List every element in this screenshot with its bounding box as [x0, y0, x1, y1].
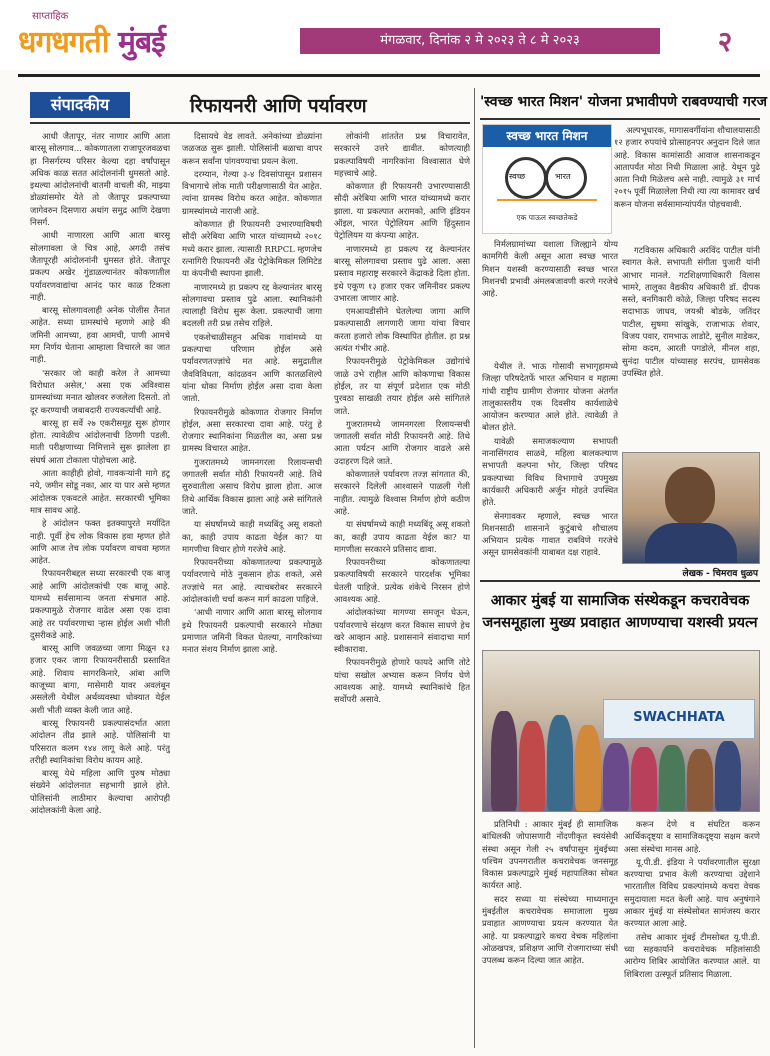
paragraph: या संघर्षामध्ये काही मध्यबिंदू असू शकतो का, काही उपाय काढता येईल का? या मागणीचा विचार होणे गरजेचे आहे.	[182, 519, 322, 554]
article-1-headline: 'स्वच्छ भारत मिशन' योजना प्रभावीपणे राबवण्याची गरज	[480, 94, 767, 110]
editorial-column-1	[30, 130, 170, 1045]
logo-title-main: धगधगती	[18, 25, 109, 60]
person-figure	[575, 725, 601, 811]
paragraph: अल्पभूधारक, मागासवर्गीयांना शौचालयासाठी १२ हजार रुपयांचे प्रोत्साहनपर अनुदान दिले जात आहे. विकास कामांसाठी आवाज शासनाकडून आतापर्यंत मोठा निधी मिळाला आहे. येथून पुढे आता निधी मिळेलच असे नाही. त्यामुळे ३१ मार्च २०१५ पूर्वी मिळालेला निधी त्या त्या कामावर खर्च करून योजना सर्वसामान्यांपर्यंत पोहचवावी.	[614, 125, 760, 209]
paragraph: आंदोलकांच्या मागण्या समजून घेऊन, पर्यावरणाचे संरक्षण करत विकास साधणे हेच खरे आव्हान आहे. प्रशासनाने संवादाचा मार्ग स्वीकारावा.	[334, 607, 470, 655]
swachh-bharat-logo	[482, 124, 612, 234]
paragraph: आता काहीही होवो, गावकऱ्यांनी मागे हटू नये, जमीन सोडू नका, आर या पार असे म्हणत आंदोलक एकवटले आहेत. सरकारची भूमिका मात्र सावध आहे.	[30, 468, 170, 515]
paragraph: रिफायनरीबद्दल सध्या सरकारची एक बाजू आहे आणि आंदोलकांची एक बाजू आहे. यामध्ये सर्वसामान्य जनता संभ्रमात आहे. प्रकल्पामुळे रोजगार वाढेल असा एक दावा आहे तर पर्यावरणाचा ऱ्हास होईल अशी भीती दुसरीकडे आहे.	[30, 568, 170, 640]
logo-word-1: स्वच्छ	[509, 172, 526, 181]
paragraph: करून देणे व संघटित करून आर्थिकदृष्ट्या व सामाजिकदृष्ट्या सक्षम करणे असा संस्थेचा मानस आहे.	[624, 819, 760, 854]
paragraph: रिफायनरीच्या कोकणातल्या प्रकल्पामुळे पर्यावरणाचे मोठे नुकसान होऊ शकते, असे तज्ज्ञांचे मत आहे. त्याचबरोबर सरकारने आंदोलकांशी चर्चा करून मार्ग काढला पाहिजे.	[182, 557, 322, 604]
author-photo-shirt	[645, 523, 737, 563]
paragraph: नाणारमध्ये हा प्रकल्प रद्द केल्यानंतर बारसू सोलगावचा प्रस्ताव पुढे आला. स्थानिकांनी त्यालाही विरोध सुरू केला. प्रकल्पाची जागा बदलली तरी प्रश्न तसेच राहिले.	[182, 281, 322, 329]
logo-tagline: एक पाऊल स्वच्छतेकडे	[516, 213, 578, 222]
paragraph: रिफायनरीमुळे पेट्रोकेमिकल उद्योगांचे जाळे उभे राहील आणि कोकणाचा विकास होईल, तर या संपूर्ण प्रदेशात एक मोठी पुरवठा साखळी तयार होईल असे सांगितले जाते.	[334, 356, 470, 416]
person-figure	[631, 747, 657, 811]
paragraph: गुजरातमध्ये जामनगरला रिलायन्सची जगातली सर्वात मोठी रिफायनरी आहे. तिथे आता पर्यटन आणि रोजगार वाढले असे उदाहरण दिले जाते.	[334, 418, 470, 466]
event-banner	[603, 699, 755, 739]
masthead-divider	[18, 74, 760, 77]
editorial-column-2	[182, 130, 322, 1045]
logo-title-city: मुंबई	[118, 25, 165, 60]
issue-date-range: मंगळवार, दिनांक २ मे २०२३ ते ८ मे २०२३	[300, 28, 660, 54]
paragraph: रिफायनरीच्या कोकणातल्या प्रकल्पाविषयी सरकारने पारदर्शक भूमिका घेतली पाहिजे. प्रत्येक शंकेचे निरसन होणे आवश्यक आहे.	[334, 557, 470, 604]
editorial-column-3	[334, 130, 470, 1045]
editorial-headline-rule	[30, 122, 470, 124]
paragraph: यावेळी समाजकल्याण सभापती नानासिंगराव साळवे, महिला बालकल्याण सभापती कल्पना भोर, जिल्हा परिषद प्रकल्पाच्या विविध विभागाचे उपमुख्य कार्यकारी अधिकारी अर्जुन मोहते उपस्थित होते.	[482, 435, 618, 508]
paragraph: यू.पी.डी. इंडिया ने पर्यावरणातील सुरक्षा करण्याचा प्रभाव केली करण्याचा उद्देशाने भारतातील विविध प्रकल्पांमध्ये कचरा वेचक समुदायाला मदत केली आहे. याच अनुषंगाने आकार मुंबई या संस्थेसोबत सामंजस्य करार करण्यात आला आहे.	[624, 856, 760, 929]
author-photo-head	[665, 467, 715, 525]
paragraph: 'आधी नाणार आणि आता बारसू सोलगाव इथे रिफायनरी प्रकल्पाची सरकारने मोठ्या प्रमाणात जमिनी विकत घेतल्या, नागरिकांच्या मनात संशय निर्माण झाला आहे.	[182, 607, 322, 655]
person-figure	[687, 749, 713, 811]
paragraph: गटविकास अधिकारी अरविंद पाटील यांनी स्वागत केले. सभापती संगीता पुजारी यांनी आभार मानले. गटशिक्षणाधिकारी विलास भामरे, तालुका वैद्यकीय अधिकारी डॉ. दीपक सस्ते, बनगिकारी कोळे, जिल्हा परिषद सदस्य सदाभाऊ जाधव, जयश्री बोडके, जतिंदर पाटील, सुषमा सांखुके, राजाभाऊ शेवार, विजय पवार, रामभाऊ लाडोटे, सुनील माडेकर, सोमा कदम, आरती पगडोले, मीनल शहा, सुनंदा पाटील यांच्यासह सरपंच, ग्रामसेवक उपस्थित होते.	[622, 245, 760, 378]
page-number: २	[717, 25, 733, 58]
article-divider	[480, 580, 760, 582]
logo-word-2: भारत	[555, 172, 571, 181]
paragraph: कोकणात ही रिफायनरी उभारण्याविषयी सौदी अरेबिया आणि भारत यांच्यामध्ये २०१८ मध्ये करार झाला. त्यासाठी RRPCL म्हणजेच रत्नागिरी रिफायनरी अँड पेट्रोकेमिकल लिमिटेड या कंपनीची स्थापना झाली.	[182, 219, 322, 279]
author-photo-caption: लेखक - चिमराव धुळप	[682, 569, 758, 579]
paragraph: बारसू येथे महिला आणि पुरुष मोठ्या संख्येने आंदोलनात सहभागी झाले होते. पोलिसांनी लाठीमार केल्याचा आरोपही आंदोलकांनी केला आहे.	[30, 768, 170, 816]
paragraph: बारसू सोलगावलाही अनेक पोलीस तैनात आहेत. सध्या ग्रामस्थांचे म्हणणे आहे की जमिनी आमच्या, हवा आमची, पाणी आमचे मग निर्णय घेताना आम्हाला विचारले का जात नाही.	[30, 305, 170, 365]
paragraph: बारसू रिफायनरी प्रकल्पासंदर्भात आता आंदोलन तीव्र झाले आहे. पोलिसांनी या परिसरात कलम १४४ लागू केले आहे. परंतु तरीही स्थानिकांचा विरोध कायम आहे.	[30, 717, 170, 765]
paragraph: तसेच आकार मुंबई टीमसोबत यू.पी.डी. च्या सहकार्याने कचरावेचक महिलांसाठी आरोग्य शिबिर आयोजित करण्यात आले. या शिबिराला उत्स्फूर्त प्रतिसाद मिळाला.	[624, 931, 760, 979]
paragraph: बारसू आणि जवळच्या जागा मिळून १३ हजार एकर जागा रिफायनरीसाठी प्रस्तावित आहे. शिवाय सागरकिनारे, आंबा आणि काजूच्या बागा, मासेमारी यावर अवलंबून असलेली येथील अर्थव्यवस्था धोक्यात येईल अशी भीती व्यक्त केली जात आहे.	[30, 643, 170, 715]
person-figure	[519, 721, 545, 811]
article-2-headline: आकार मुंबई या सामाजिक संस्थेकडून कचरावेचक जनसमूहाला मुख्य प्रवाहात आणण्याचा यशस्वी प्रयत्न	[482, 593, 758, 631]
person-figure	[547, 715, 573, 811]
person-figure	[715, 741, 741, 811]
article-1-column-top-right	[614, 124, 760, 240]
paragraph: गुजरातमध्ये जामनगरला रिलायन्सची जगातली सर्वात मोठी रिफायनरी आहे. तिथे सुरुवातीला असाच विरोध झाला होता. आज तिथे आर्थिक विकास झाला आहे असे सांगितले जाते.	[182, 456, 322, 516]
paragraph: रिफायनरीमुळे कोकणात रोजगार निर्माण होईल, असा सरकारचा दावा आहे. परंतु हे रोजगार स्थानिकांना मिळतील का, असा प्रश्न ग्रामस्थ विचारत आहेत.	[182, 406, 322, 454]
paragraph: बारसू हा सर्वे २७ एकरीसमूह सुरू होणार होता. त्यावेळीच आंदोलनाची ठिणगी पडली. माती परीक्षणाच्या निमित्ताने सुरू झालेला हा संघर्ष आता टोकाला पोहोचला आहे.	[30, 417, 170, 465]
event-banner-text: SWACHHATA	[633, 710, 725, 725]
paragraph: हे आंदोलन फक्त इतक्यापुरते मर्यादित नाही. पूर्वी हेच लोक विकास हवा म्हणत होते आणि आज तेच लोक पर्यावरण वाचवा म्हणत आहेत.	[30, 518, 170, 566]
paragraph: दरम्यान, गेल्या ३-४ दिवसांपासून प्रशासन विभागाचे लोक माती परीक्षणासाठी येत आहेत. त्यांना ग्रामस्थ विरोध करत आहेत. कोकणात ग्रामस्थांमध्ये नाराजी आहे.	[182, 168, 322, 216]
person-figure	[659, 745, 685, 811]
article-2-column-right	[624, 818, 760, 1048]
paragraph: आधी नाणारला आणि आता बारसू सोलगावला जे चित्र आहे, अगदी तसंच जैतापूरही आंदोलनांनी धुमसत होते. जैतापूर प्रकल्प अखेर गुंडाळल्यानंतर कोकणातील पर्यावरणवाद्यांचा आनंद फार काळ टिकला नाही.	[30, 230, 170, 302]
swachh-bharat-logo-band: स्वच्छ भारत मिशन	[483, 125, 611, 147]
masthead	[0, 0, 770, 70]
person-figure	[491, 711, 517, 811]
paragraph: प्रतिनिधी : आकार मुंबई ही सामाजिक बांधिलकी जोपासणारी नोंदणीकृत स्वयंसेवी संस्था असून गेली २५ वर्षांपासून मुंबईच्या पश्चिम उपनगरातील कचरावेचक जनसमूह विकास प्रकल्पाद्वारे मुंबई महापालिका सोबत कार्यरत आहे.	[482, 819, 618, 891]
paragraph: कोकणात ही रिफायनरी उभारण्यासाठी सौदी अरेबिया आणि भारत यांच्यामध्ये करार झाला. या प्रकल्पात अरामको, आणि इंडियन ऑइल, भारत पेट्रोलियम आणि हिंदुस्तान पेट्रोलियम या कंपन्या आहेत.	[334, 181, 470, 241]
paragraph: कोकणातले पर्यावरण तज्ज्ञ सांगतात की, सरकारने दिलेली आश्वासने पाळली गेली नाहीत. त्यामुळे विश्वास निर्माण होणे कठीण आहे.	[334, 469, 470, 516]
paragraph: सेनगावकर म्हणाले, स्वच्छ भारत मिशनसाठी शासनाने कुटुंबाचे शौचालय अभियान प्रत्येक गावात राबविणे गरजेचे असून ग्रामसेवकांनी याबाबत दक्ष राहावे.	[482, 510, 618, 558]
paragraph: दिसायचे वेड लावते. अनेकांच्या डोळ्यांना जळजळ सुरू झाली. पोलिसांनी बळाचा वापर करून सर्वांना पांगवण्याचा प्रयत्न केला.	[182, 131, 322, 166]
column-divider	[474, 88, 475, 1048]
newspaper-logo	[18, 8, 298, 64]
paragraph: लोकांनी शांततेत प्रश्न विचारावेत, सरकारने उत्तरे द्यावीत. कोणत्याही प्रकल्पाविषयी नागरिकांना विश्वासात घेणे महत्त्वाचे आहे.	[334, 131, 470, 178]
editorial-headline: रिफायनरी आणि पर्यावरण	[190, 95, 367, 117]
paragraph: या संघर्षामध्ये काही मध्यबिंदू असू शकतो का, काही उपाय काढता येईल का? या मागणीला सरकारने प्रतिसाद द्यावा.	[334, 519, 470, 554]
section-label-editorial: संपादकीय	[30, 92, 130, 118]
article-1-column-mid-right	[622, 244, 760, 444]
article-1-column-mid-left	[482, 238, 618, 358]
logo-underline	[497, 199, 597, 201]
paragraph: नाणारमध्ये हा प्रकल्प रद्द केल्यानंतर बारसू सोलगावचा प्रस्ताव पुढे आला. असा प्रस्ताव महाराष्ट्र सरकारने केंद्राकडे दिला होता. इथे एकूण १३ हजार एकर जमिनीवर प्रकल्प उभारला जाणार आहे.	[334, 243, 470, 303]
paragraph: 'सरकार जो काही करेल ते आमच्या विरोधात असेल,' असा एक अविश्वास ग्रामस्थांच्या मनात खोलवर रुजलेला दिसतो. तो दूर करण्याची जबाबदारी राज्यकर्त्यांची आहे.	[30, 367, 170, 415]
person-figure	[603, 743, 629, 811]
paragraph: सदर सध्या या संस्थेच्या माध्यमातून मुंबईतील कचरावेचक समाजाला मुख्य प्रवाहात आणण्याचा प्रयत्न करण्यात येत आहे. या प्रकल्पाद्वारे कचरा वेचक महिलांना ओळखपत्र, प्रशिक्षण आणि रोजगाराच्या संधी उपलब्ध करून दिल्या जात आहेत.	[482, 893, 618, 966]
article-1-headline-rule	[480, 118, 760, 120]
paragraph: निर्मलग्रामांच्या यशाला जिल्ह्याने योग्य कामगिरी केली असून आता स्वच्छ भारत मिशन यशस्वी करण्यासाठी स्वच्छ भारत मिशनची प्रभावी अंमलबजावणी करणे गरजेचे आहे.	[482, 239, 618, 299]
paragraph: एमआयडीसीने घेतलेल्या जागा आणि प्रकल्पासाठी लागणारी जागा यांचा विचार करता हजारो लोक विस्थापित होतील. हा प्रश्न अत्यंत गंभीर आहे.	[334, 306, 470, 354]
paragraph: येथील ते. भाऊ गोसावी सभागृहामध्ये जिल्हा परिषदेतर्फे भारत अभियान व महात्मा गांधी राष्ट्रीय ग्रामीण रोजगार योजना अंतर्गत तालुकास्तरीय एक दिवसीय कार्यशाळेचे आयोजन करण्यात आले होते. त्यावेळी ते बोलत होते.	[482, 361, 618, 433]
article-2-column-left	[482, 818, 618, 1048]
logo-subtitle: साप्ताहिक	[32, 11, 69, 22]
paragraph: आधी जैतापूर, नंतर नाणार आणि आता बारसू सोलगाव... कोकणातला राजापूरजवळचा हा निसर्गरम्य परिसर केल्या दहा वर्षांपासून अधिक काळ सतत आंदोलनांनी धुमसतो आहे. इथल्या आंदोलनांची बातमी वाचली की, माझ्या डोळ्यांसमोर येते तो जैतापूर प्रकल्पाच्या जागेवरुन दिसणारा अथांग समुद्र आणि देखणा निसर्ग.	[30, 131, 170, 228]
paragraph: एकशेचाळीसहून अधिक गावांमध्ये या प्रकल्पाचा परिणाम होईल असे पर्यावरणतज्ज्ञांचे मत आहे. समुद्रातील जैवविविधता, कांदळवन आणि कातळशिल्पे यांना धोका निर्माण होईल असा दावा केला जातो.	[182, 331, 322, 404]
article-1-column-lower-left	[482, 360, 618, 560]
group-photo	[482, 650, 760, 812]
paragraph: रिफायनरीमुळे होणारे फायदे आणि तोटे यांचा सखोल अभ्यास करून निर्णय घेणे आवश्यक आहे. यामध्ये स्थानिकांचे हित सर्वोपरी असावे.	[334, 657, 470, 705]
logo-title	[18, 20, 165, 61]
author-photo	[622, 452, 760, 564]
